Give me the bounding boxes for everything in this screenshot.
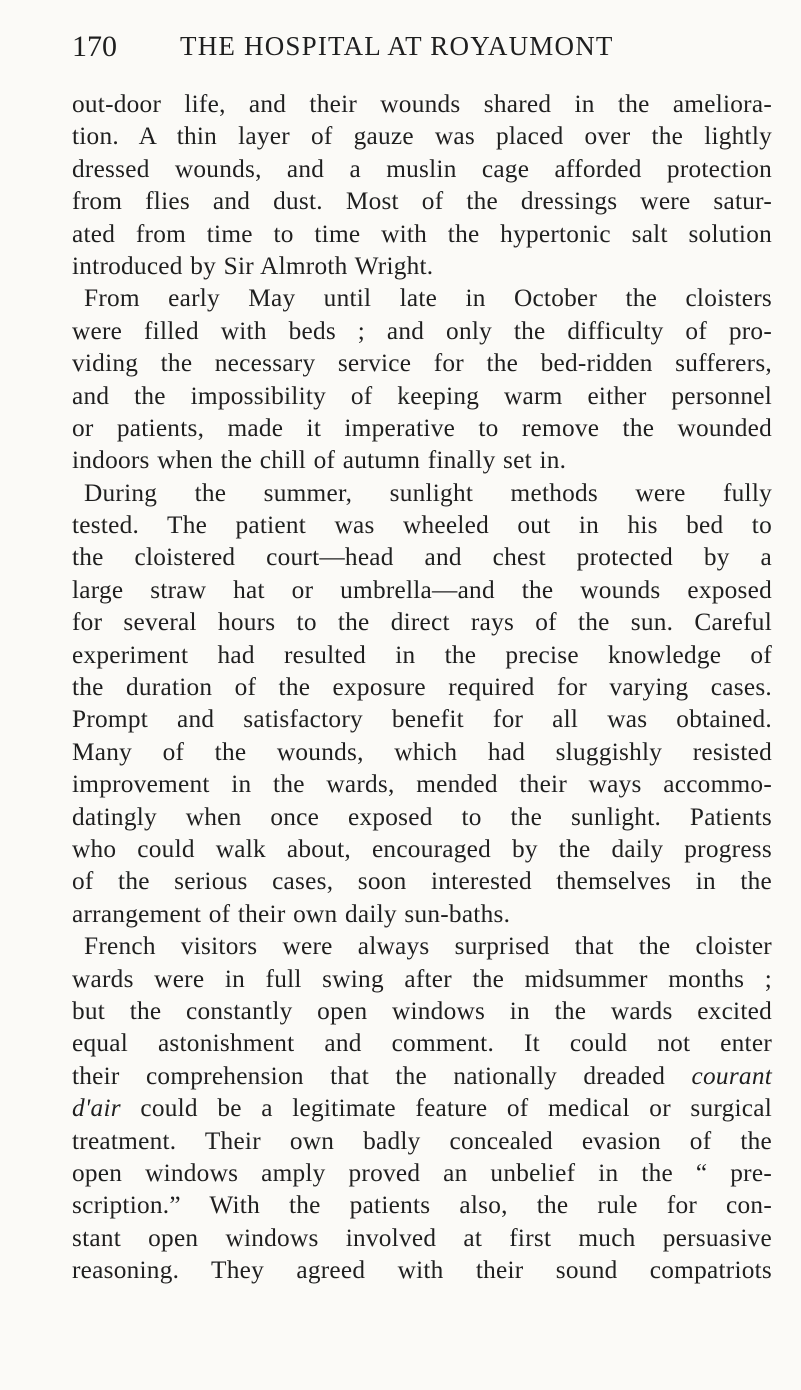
text-line: were filled with beds ; and only the difficulty of pro-: [72, 316, 772, 345]
running-title: THE HOSPITAL AT ROYAUMONT: [180, 31, 614, 61]
text-line: scription.” With the patients also, the rule for con-: [72, 1191, 772, 1220]
italic-term: courant: [691, 1061, 772, 1090]
text-line: introduced by Sir Almroth Wright.: [72, 251, 434, 280]
running-header: [72, 30, 772, 66]
text-line: Prompt and satisfactory benefit for all was obtained.: [72, 705, 772, 734]
text-line: datingly when once exposed to the sunlight. Patients: [72, 802, 772, 831]
text-line: open windows amply proved an unbelief in the “ pre-: [72, 1158, 772, 1187]
page-number: 170: [72, 30, 117, 63]
text-line: treatment. Their own badly concealed evasion of the: [72, 1126, 772, 1155]
text-line: tested. The patient was wheeled out in his bed to: [72, 511, 772, 540]
body-text: [72, 88, 772, 1286]
text-line: large straw hat or umbrella—and the wounds exposed: [72, 575, 772, 604]
text-line: During the summer, sunlight methods were fully: [84, 478, 772, 507]
text-line: ated from time to time with the hypertonic salt solution: [72, 219, 772, 248]
text-line: improvement in the wards, mended their ways accommo-: [72, 770, 772, 799]
text-line-with-italic: [72, 1060, 772, 1092]
text-line: of the serious cases, soon interested themselves in the: [72, 867, 772, 896]
text-segment: their comprehension that the nationally dreaded: [72, 1061, 666, 1090]
text-line: indoors when the chill of autumn finally set in.: [72, 446, 567, 475]
text-segment: could be a legitimate feature of medical or surgical: [140, 1094, 773, 1123]
text-line: equal astonishment and comment. It could not enter: [72, 1029, 772, 1058]
text-line: the cloistered court—head and chest protected by a: [72, 543, 772, 572]
italic-term: d'air: [72, 1094, 121, 1123]
text-line: Many of the wounds, which had sluggishly resisted: [72, 737, 772, 766]
text-line: but the constantly open windows in the wards excited: [72, 996, 772, 1025]
text-line: dressed wounds, and a muslin cage afforded protection: [72, 154, 772, 183]
text-line: who could walk about, encouraged by the daily progress: [72, 834, 772, 863]
text-line: the duration of the exposure required for varying cases.: [72, 673, 772, 702]
text-line: reasoning. They agreed with their sound compatriots: [72, 1256, 772, 1285]
text-line-with-italic: [72, 1092, 772, 1124]
text-line: arrangement of their own daily sun-baths.: [72, 899, 511, 928]
text-line: or patients, made it imperative to remove the wounded: [72, 413, 772, 442]
text-line: out-door life, and their wounds shared in the ameliora-: [72, 90, 772, 118]
book-page: [72, 30, 772, 1286]
text-line: wards were in full swing after the midsummer months ;: [72, 964, 772, 993]
text-line: stant open windows involved at first much persuasive: [72, 1223, 772, 1252]
text-line: and the impossibility of keeping warm either personnel: [72, 381, 772, 410]
text-line: from flies and dust. Most of the dressings were satur-: [72, 187, 772, 216]
text-line: From early May until late in October the cloisters: [84, 284, 772, 313]
text-line: tion. A thin layer of gauze was placed over the lightly: [72, 122, 772, 151]
text-line: experiment had resulted in the precise knowledge of: [72, 640, 772, 669]
text-line: for several hours to the direct rays of the sun. Careful: [72, 608, 772, 637]
text-line: French visitors were always surprised that the cloister: [84, 932, 772, 961]
text-line: viding the necessary service for the bed-ridden sufferers,: [72, 349, 772, 378]
